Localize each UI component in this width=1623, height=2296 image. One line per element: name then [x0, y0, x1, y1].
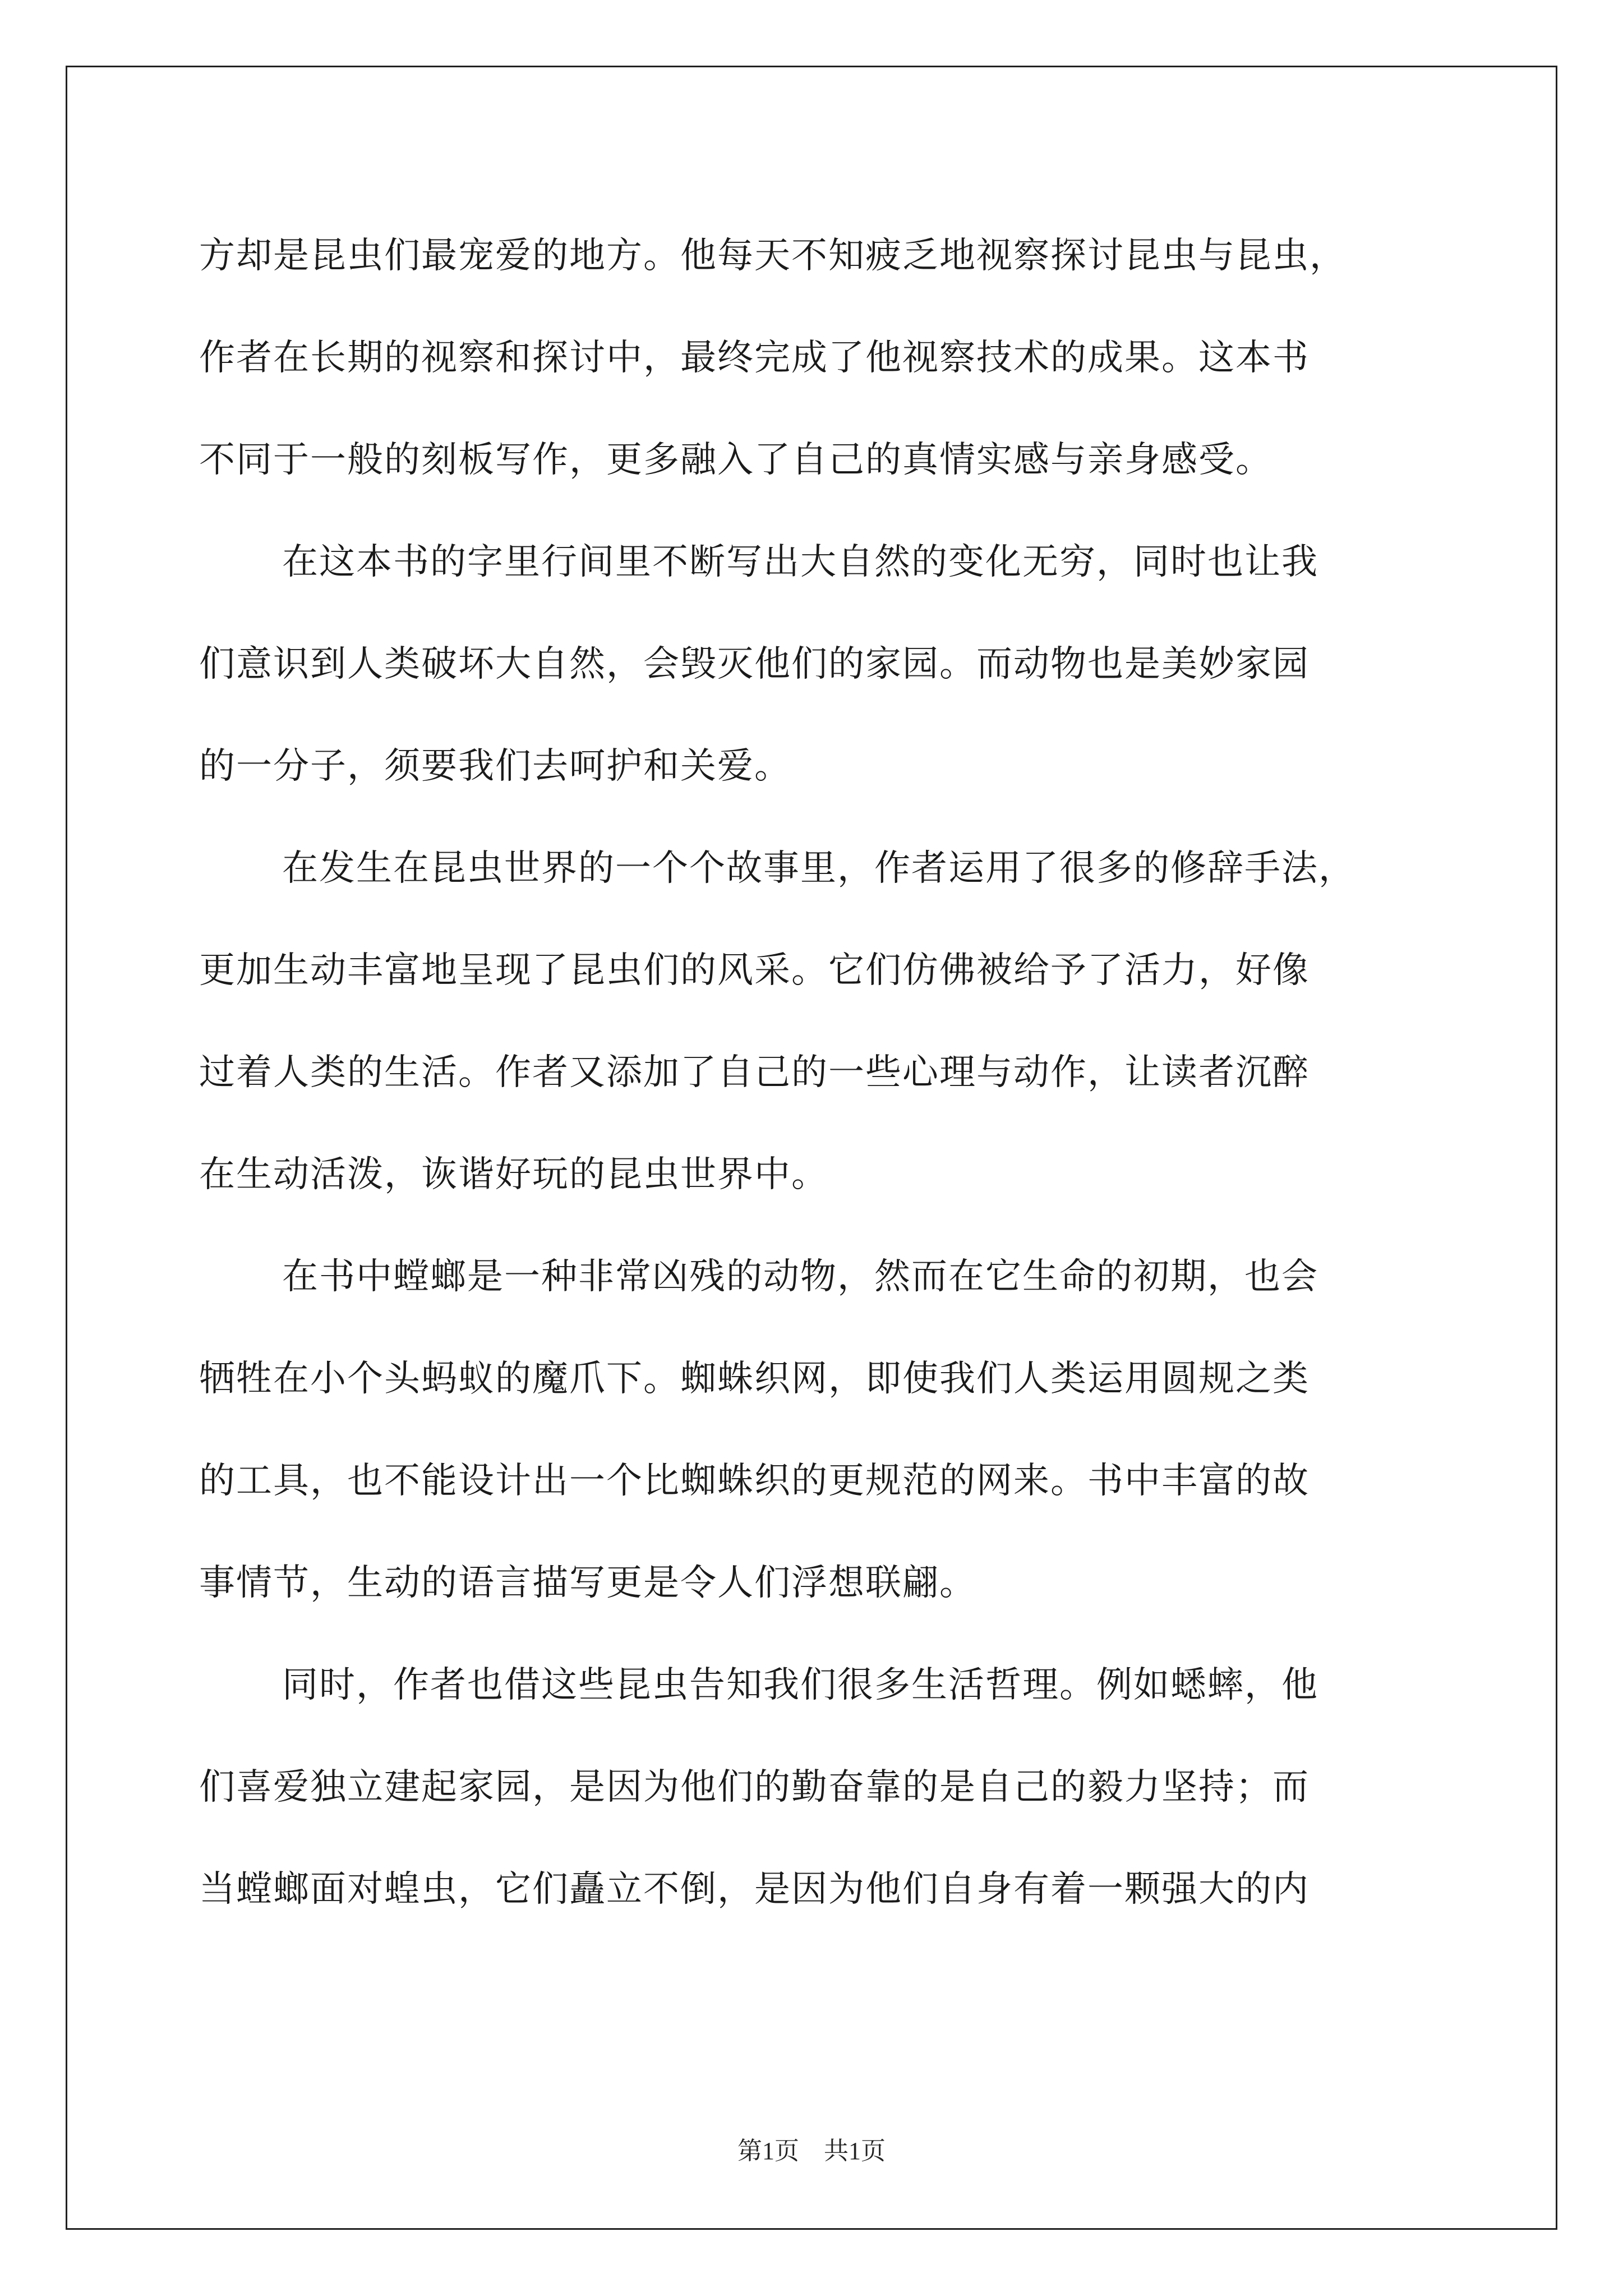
text-line: 过着人类的生活。作者又添加了自己的一些心理与动作，让读者沉醉	[199, 1052, 1310, 1093]
document-body	[199, 205, 1427, 1940]
text-line: 作者在长期的视察和探讨中，最终完成了他视察技术的成果。这本书	[199, 337, 1310, 379]
text-line: 在生动活泼，诙谐好玩的昆虫世界中。	[199, 1154, 828, 1195]
paragraph-first-line: 同时，作者也借这些昆虫告知我们很多生活哲理。例如蟋蟀，他	[282, 1664, 1318, 1706]
paragraph-first-line: 在书中螳螂是一种非常凶残的动物，然而在它生命的初期，也会	[282, 1256, 1318, 1297]
page-number-footer: 第1页 共1页	[737, 2137, 886, 2165]
text-line: 牺牲在小个头蚂蚁的魔爪下。蜘蛛织网，即使我们人类运用圆规之类	[199, 1358, 1310, 1400]
text-line: 当螳螂面对蝗虫，它们矗立不倒，是因为他们自身有着一颗强大的内	[199, 1869, 1310, 1910]
text-line: 的一分子，须要我们去呵护和关爱。	[199, 746, 791, 787]
text-line: 的工具，也不能设计出一个比蜘蛛织的更规范的网来。书中丰富的故	[199, 1460, 1310, 1502]
text-line: 事情节，生动的语言描写更是令人们浮想联翩。	[199, 1562, 976, 1604]
text-line: 们喜爱独立建起家园，是因为他们的勤奋靠的是自己的毅力坚持；而	[199, 1766, 1310, 1808]
paragraph-first-line: 在发生在昆虫世界的一个个故事里，作者运用了很多的修辞手法，	[282, 848, 1355, 889]
text-line: 不同于一般的刻板写作，更多融入了自己的真情实感与亲身感受。	[199, 439, 1272, 481]
text-line: 们意识到人类破坏大自然，会毁灭他们的家园。而动物也是美妙家园	[199, 643, 1310, 685]
text-line: 更加生动丰富地呈现了昆虫们的风采。它们仿佛被给予了活力，好像	[199, 950, 1310, 991]
paragraph-first-line: 在这本书的字里行间里不断写出大自然的变化无穷，同时也让我	[282, 541, 1318, 583]
text-line: 方却是昆虫们最宠爱的地方。他每天不知疲乏地视察探讨昆虫与昆虫，	[199, 235, 1347, 277]
